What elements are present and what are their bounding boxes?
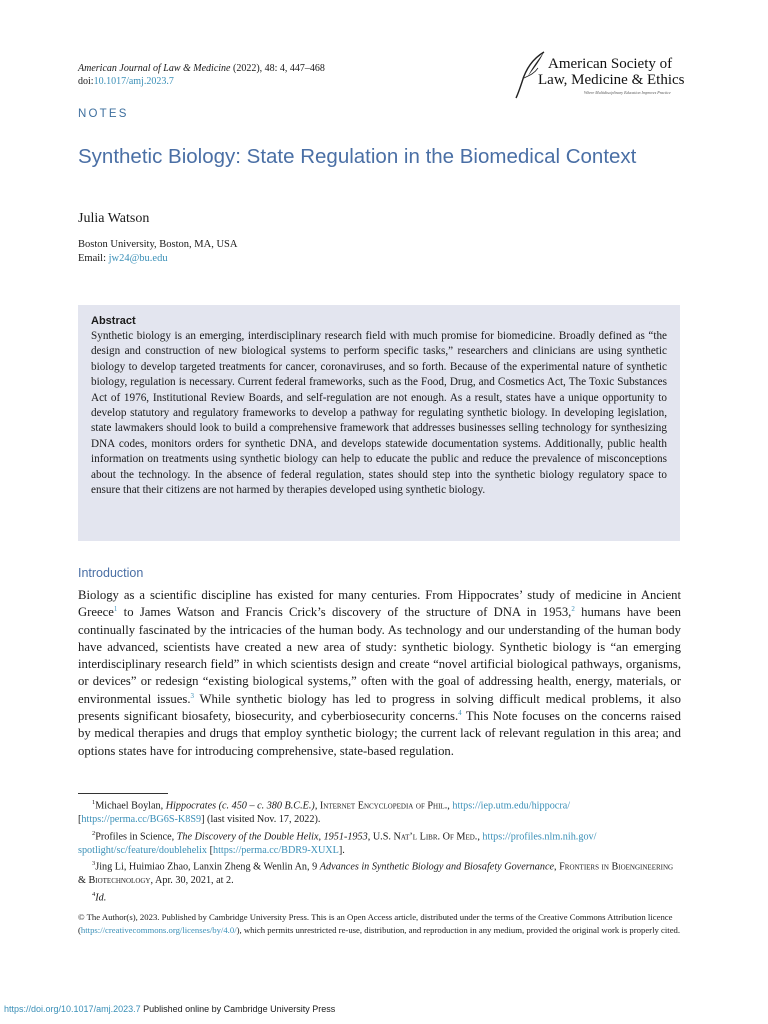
article-doi — [78, 75, 174, 88]
footnote-divider — [78, 793, 168, 794]
author-email — [78, 252, 168, 265]
footnote-text: ] (last visited Nov. 17, 2022). — [201, 813, 321, 825]
journal-volume: (2022), 48: 4, 447–468 — [230, 63, 325, 74]
society-name-line2: Law, Medicine & Ethics — [538, 72, 685, 88]
page-footer — [4, 1004, 335, 1014]
footnote-ref-1[interactable]: 1 — [113, 605, 118, 614]
email-label: Email: — [78, 253, 109, 264]
footnote-3 — [78, 857, 681, 888]
footnote-title: Id. — [95, 892, 107, 904]
footnote-text: [ — [78, 813, 82, 825]
article-title: Synthetic Biology: State Regulation in the Biomedical Context — [78, 145, 637, 168]
doi-link[interactable]: 10.1017/amj.2023.7 — [93, 76, 174, 87]
footnote-link[interactable]: https://iep.utm.edu/hippocra/ — [452, 800, 571, 812]
journal-name: American Journal of Law & Medicine — [78, 63, 231, 74]
footnote-text: , — [554, 861, 560, 873]
footnote-number: 3 — [92, 860, 96, 868]
footnote-text: , — [477, 830, 483, 842]
footnote-title: The Discovery of the Double Helix, 1951-1953 — [176, 830, 368, 842]
footnote-text: [ — [207, 844, 213, 856]
footnote-text: , Apr. 30, 2021, at 2. — [150, 875, 234, 887]
footnote-text: , — [447, 800, 453, 812]
footer-doi-link[interactable]: https://doi.org/10.1017/amj.2023.7 — [4, 1004, 141, 1014]
footnote-text: , — [314, 800, 320, 812]
footnotes — [78, 796, 681, 905]
author-affiliation: Boston University, Boston, MA, USA — [78, 239, 238, 250]
introduction-paragraph — [78, 587, 681, 760]
intro-text-1: Biology as a scientific discipline has existed for many centuries. From Hippocrates’ study of medicine in Ancient Greece — [78, 588, 681, 620]
abstract-heading: Abstract — [91, 315, 136, 327]
intro-text-5: This Note focuses on the concerns raised by medical therapies and drugs that employ synthetic biology; the current lack of relevant regulation in this area; and options states have for introducing comprehensive, state-based regulation. — [78, 709, 681, 758]
abstract-text: Synthetic biology is an emerging, interdisciplinary research field with much promise for biomedicine. Broadly defined as “the design and construction of new biological systems to perform specific tasks,” researchers and clinicians are using synthetic biology to develop targeted treatments for cancer, coronaviruses, and so forth. Because of the experimental nature of synthetic biology, regulation is necessary. Current federal frameworks, such as the Food, Drug, and Cosmetics Act, The Toxic Substances Act of 1976, Institutional Review Boards, and self-regulation are not enough. As a result, states have a unique opportunity to develop statutory and regulatory frameworks to develop a pathway for regulating synthetic biology. In developing legislation, state lawmakers should look to build a comprehensive framework that addresses businesses selling technology for synthesizing DNA codes, monitors orders for synthetic DNA, and develops statewide documentation systems. Additionally, public health information on treatments using synthetic biology can help to educate the public and reduce the prevalence of misconceptions about the technology. In the absence of federal regulation, states should step into the synthetic biology regulatory space to ensure that their citizens are not harmed by therapies developed using synthetic biology. — [91, 330, 667, 497]
footnote-number: 1 — [92, 799, 96, 806]
footer-published-text: Published online by Cambridge University Press — [140, 1004, 336, 1014]
footnote-perma-link[interactable]: https://perma.cc/BDR9-XUXL — [212, 844, 339, 856]
author-name: Julia Watson — [78, 211, 150, 226]
footnote-text: Jing Li, Huimiao Zhao, Lanxin Zheng & Wenlin An, 9 — [95, 861, 320, 873]
intro-text-4: While synthetic biology has led to progress in solving difficult medical problems, it also presents significant biosafety, biosecurity, and cyberbiosecurity concerns. — [78, 691, 681, 724]
footnote-link[interactable]: spotlight/sc/feature/doublehelix — [78, 844, 208, 856]
license-text: ), which permits unrestricted re-use, distribution, and reproduction in any medium, provided the original work is properly cited. — [236, 925, 681, 935]
footnote-source: Frontiers in Bioengineering & Biotechnology — [78, 861, 674, 887]
footnote-title: Advances in Synthetic Biology and Biosafety Governance — [319, 861, 555, 873]
footnote-source: Internet Encyclopedia of Phil. — [319, 800, 448, 812]
footnote-text: ]. — [338, 844, 345, 856]
section-label: NOTES — [78, 108, 129, 120]
footnote-text: Michael Boylan, — [95, 800, 166, 812]
footnote-source: U.S. Nat’l Libr. Of Med. — [372, 830, 478, 842]
journal-citation — [78, 62, 325, 75]
footnote-4 — [78, 888, 681, 905]
footnote-text: , — [367, 830, 373, 842]
footnote-number: 4 — [92, 890, 96, 898]
license-link[interactable]: https://creativecommons.org/licenses/by/4.0/ — [80, 925, 237, 935]
email-link[interactable]: jw24@bu.edu — [108, 253, 168, 264]
society-tagline: Where Multidisciplinary Education Improves Practice — [584, 90, 671, 95]
footnote-ref-3[interactable]: 3 — [190, 691, 195, 700]
footnote-perma-link[interactable]: https://perma.cc/BG6S-K8S9 — [81, 813, 202, 825]
footnote-2 — [78, 827, 681, 858]
footnote-1 — [78, 796, 681, 827]
footnote-link[interactable]: https://profiles.nlm.nih.gov/ — [482, 830, 597, 842]
intro-text-3: humans have been continually fascinated by the intricacies of the human body. As technology and our understanding of the human body have advanced, scientists have created a new area of study: synthetic biology. Synthetic biology is “an emerging interdisciplinary research field” in which scientists design and create “novel artificial biological pathways, organisms, or devices” or redesign “existing biological systems,” often with the goal of addressing health, energy, materials, or environmental issues. — [78, 605, 681, 706]
introduction-heading: Introduction — [78, 566, 144, 580]
license-text: © The Author(s), 2023. Published by Cambridge University Press. This is an Open Access article, distributed under the terms of the Creative Commons Attribution licence ( — [78, 912, 673, 935]
abstract-box — [78, 305, 680, 541]
society-name-line1: American Society of — [548, 56, 673, 72]
doi-label: doi: — [78, 76, 94, 87]
society-logo — [510, 50, 700, 100]
footnote-text: Profiles in Science, — [95, 830, 177, 842]
footnote-ref-4[interactable]: 4 — [458, 708, 462, 717]
footnote-ref-2[interactable]: 2 — [571, 605, 575, 614]
license-notice — [78, 911, 681, 937]
footnote-title: Hippocrates (c. 450 – c. 380 B.C.E.) — [165, 800, 315, 812]
footnote-number: 2 — [92, 829, 96, 837]
intro-text-2: to James Watson and Francis Crick’s discovery of the structure of DNA in 1953, — [117, 605, 572, 620]
